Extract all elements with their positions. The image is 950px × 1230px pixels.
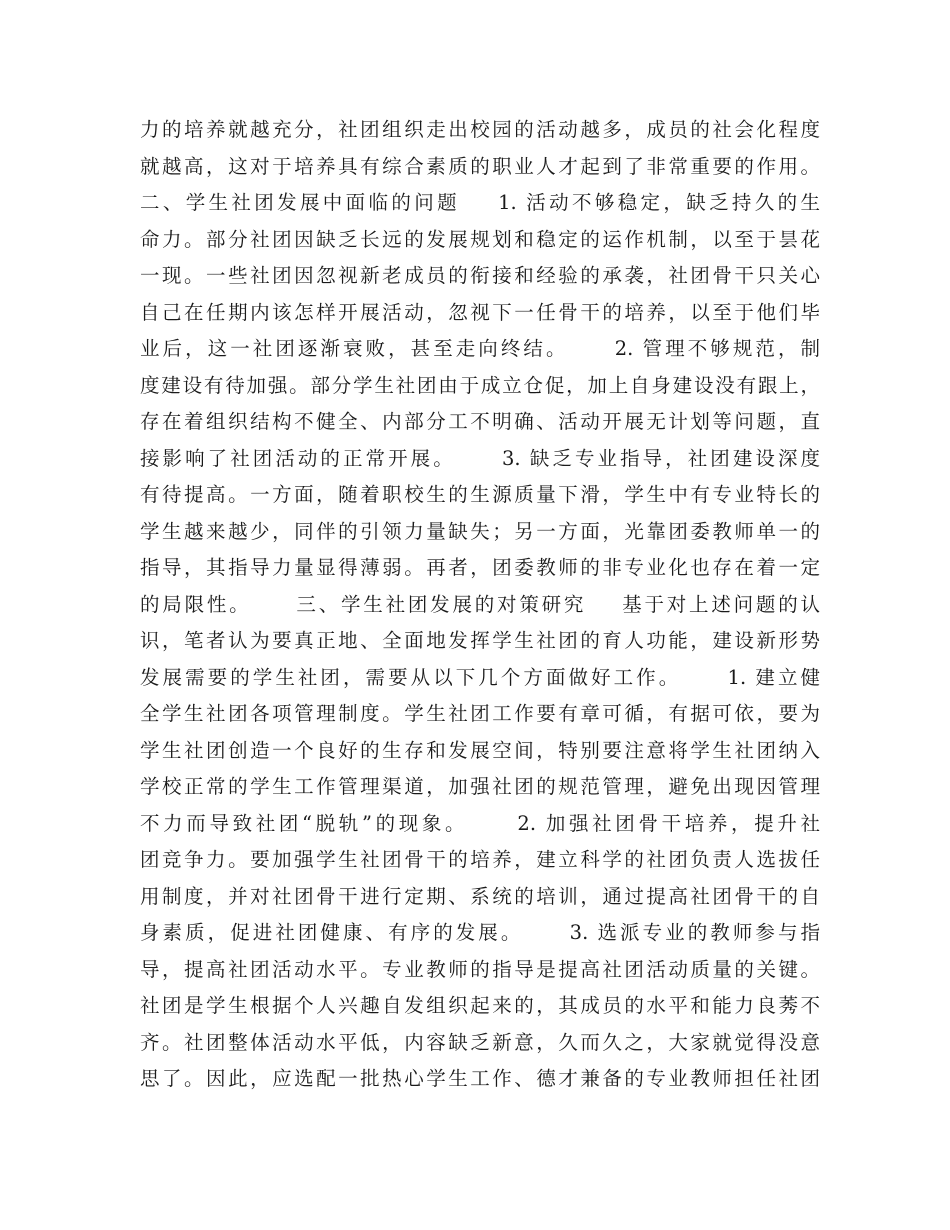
text-line: 力的培养就越充分，社团组织走出校园的活动越多，成员的社会化程度 <box>140 118 820 141</box>
text-line: 学校正常的学生工作管理渠道，加强社团的规范管理，避免出现因管理 <box>140 775 820 798</box>
text-line: 指导，其指导力量显得薄弱。再者，团委教师的非专业化也存在着一定 <box>140 556 820 579</box>
text-line: 命力。部分社团因缺乏长远的发展规划和稳定的运作机制，以至于昙花 <box>140 227 820 251</box>
text-line: 团竞争力。要加强学生社团骨干的培养，建立科学的社团负责人选拔任 <box>140 848 820 871</box>
text-line: 齐。社团整体活动水平低，内容缺乏新意，久而久之，大家就觉得没意 <box>140 1030 820 1054</box>
text-line: 有待提高。一方面，随着职校生的生源质量下滑，学生中有专业特长的 <box>140 483 820 506</box>
text-line: 就越高，这对于培养具有综合素质的职业人才起到了非常重要的作用。 <box>140 154 820 178</box>
text-line: 发展需要的学生社团，需要从以下几个方面做好工作。 1. 建立健 <box>140 665 820 689</box>
text-line: 一现。一些社团因忽视新老成员的衔接和经验的承袭，社团骨干只关心 <box>140 264 820 287</box>
text-line: 不力而导致社团“脱轨”的现象。 2. 加强社团骨干培养，提升社 <box>140 811 820 835</box>
text-line: 思了。因此，应选配一批热心学生工作、德才兼备的专业教师担任社团 <box>140 1067 820 1090</box>
text-line: 自己在任期内该怎样开展活动，忽视下一任骨干的培养，以至于他们毕 <box>140 300 820 324</box>
text-line: 用制度，并对社团骨干进行定期、系统的培训，通过提高社团骨干的自 <box>140 884 820 908</box>
text-line: 业后，这一社团逐渐衰败，甚至走向终结。 2. 管理不够规范，制 <box>140 337 820 360</box>
text-line: 身素质，促进社团健康、有序的发展。 3. 选派专业的教师参与指 <box>140 921 820 944</box>
text-line: 社团是学生根据个人兴趣自发组织起来的，其成员的水平和能力良莠不 <box>140 994 820 1017</box>
text-line: 学生越来越少，同伴的引领力量缺失；另一方面，光靠团委教师单一的 <box>140 519 820 543</box>
text-line: 接影响了社团活动的正常开展。 3. 缺乏专业指导，社团建设深度 <box>140 446 820 470</box>
text-line: 导，提高社团活动水平。专业教师的指导是提高社团活动质量的关键。 <box>140 957 820 981</box>
text-line: 二、学生社团发展中面临的问题 1. 活动不够稳定，缺乏持久的生 <box>140 191 820 214</box>
text-line: 学生社团创造一个良好的生存和发展空间，特别要注意将学生社团纳入 <box>140 738 820 762</box>
body-text <box>140 112 820 1098</box>
text-line: 度建设有待加强。部分学生社团由于成立仓促，加上自身建设没有跟上， <box>140 373 820 397</box>
text-line: 存在着组织结构不健全、内部分工不明确、活动开展无计划等问题，直 <box>140 410 820 433</box>
text-line: 全学生社团各项管理制度。学生社团工作要有章可循，有据可依，要为 <box>140 702 820 725</box>
text-line: 识，笔者认为要真正地、全面地发挥学生社团的育人功能，建设新形势 <box>140 629 820 652</box>
text-line: 的局限性。 三、学生社团发展的对策研究 基于对上述问题的认 <box>140 592 820 616</box>
